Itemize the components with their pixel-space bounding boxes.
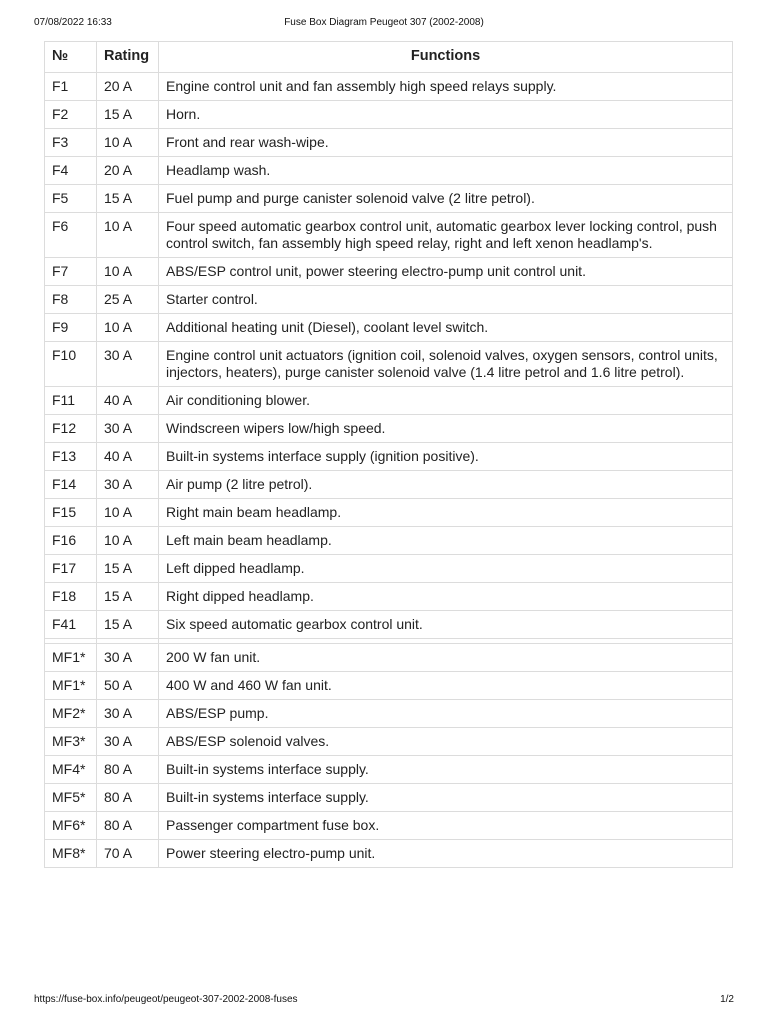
cell-fuse-number: F11 bbox=[45, 387, 97, 415]
cell-function: ABS/ESP solenoid valves. bbox=[159, 728, 733, 756]
table-row bbox=[45, 728, 733, 756]
cell-fuse-number: F9 bbox=[45, 314, 97, 342]
fuse-table-body bbox=[45, 73, 733, 868]
table-row bbox=[45, 314, 733, 342]
cell-rating: 80 A bbox=[97, 812, 159, 840]
cell-function: Engine control unit actuators (ignition coil, solenoid valves, oxygen sensors, control units, injectors, heaters), purge canister solenoid valve (1.4 litre petrol and 1.6 litre petrol). bbox=[159, 342, 733, 387]
cell-rating: 30 A bbox=[97, 342, 159, 387]
table-row bbox=[45, 471, 733, 499]
table-row bbox=[45, 812, 733, 840]
cell-fuse-number: F7 bbox=[45, 258, 97, 286]
table-row bbox=[45, 286, 733, 314]
cell-function: Additional heating unit (Diesel), coolant level switch. bbox=[159, 314, 733, 342]
cell-function: Built-in systems interface supply. bbox=[159, 784, 733, 812]
cell-function: Passenger compartment fuse box. bbox=[159, 812, 733, 840]
table-row bbox=[45, 185, 733, 213]
cell-rating: 10 A bbox=[97, 314, 159, 342]
cell-fuse-number: F12 bbox=[45, 415, 97, 443]
cell-rating: 30 A bbox=[97, 728, 159, 756]
table-row bbox=[45, 129, 733, 157]
cell-fuse-number: F8 bbox=[45, 286, 97, 314]
cell-fuse-number: F16 bbox=[45, 527, 97, 555]
print-date: 07/08/2022 16:33 bbox=[34, 17, 112, 28]
table-row bbox=[45, 784, 733, 812]
cell-function: 400 W and 460 W fan unit. bbox=[159, 672, 733, 700]
cell-rating: 10 A bbox=[97, 129, 159, 157]
cell-rating: 15 A bbox=[97, 583, 159, 611]
cell-rating: 15 A bbox=[97, 555, 159, 583]
cell-rating: 10 A bbox=[97, 213, 159, 258]
table-row bbox=[45, 611, 733, 639]
cell-function: Air conditioning blower. bbox=[159, 387, 733, 415]
print-footer bbox=[34, 994, 734, 1008]
column-header-functions: Functions bbox=[159, 42, 733, 73]
cell-function: Built-in systems interface supply (ignition positive). bbox=[159, 443, 733, 471]
cell-rating: 25 A bbox=[97, 286, 159, 314]
cell-function: ABS/ESP control unit, power steering electro-pump unit control unit. bbox=[159, 258, 733, 286]
cell-fuse-number: MF1* bbox=[45, 672, 97, 700]
cell-function: Built-in systems interface supply. bbox=[159, 756, 733, 784]
print-header bbox=[34, 17, 734, 31]
cell-rating: 80 A bbox=[97, 756, 159, 784]
column-header-number: № bbox=[45, 42, 97, 73]
cell-function: Six speed automatic gearbox control unit. bbox=[159, 611, 733, 639]
cell-fuse-number: F15 bbox=[45, 499, 97, 527]
cell-fuse-number: MF2* bbox=[45, 700, 97, 728]
table-row bbox=[45, 73, 733, 101]
cell-function: Headlamp wash. bbox=[159, 157, 733, 185]
table-row bbox=[45, 415, 733, 443]
cell-rating: 40 A bbox=[97, 387, 159, 415]
cell-rating: 40 A bbox=[97, 443, 159, 471]
page-number: 1/2 bbox=[720, 994, 734, 1005]
cell-fuse-number: MF3* bbox=[45, 728, 97, 756]
table-row bbox=[45, 840, 733, 868]
table-row bbox=[45, 213, 733, 258]
cell-fuse-number: F41 bbox=[45, 611, 97, 639]
cell-fuse-number: F2 bbox=[45, 101, 97, 129]
table-row bbox=[45, 101, 733, 129]
cell-function: Right dipped headlamp. bbox=[159, 583, 733, 611]
cell-fuse-number: F1 bbox=[45, 73, 97, 101]
table-row bbox=[45, 700, 733, 728]
cell-rating: 15 A bbox=[97, 185, 159, 213]
cell-function: Fuel pump and purge canister solenoid valve (2 litre petrol). bbox=[159, 185, 733, 213]
table-header-row bbox=[45, 42, 733, 73]
cell-function: Starter control. bbox=[159, 286, 733, 314]
cell-fuse-number: F17 bbox=[45, 555, 97, 583]
table-row bbox=[45, 644, 733, 672]
cell-rating: 30 A bbox=[97, 471, 159, 499]
cell-rating: 70 A bbox=[97, 840, 159, 868]
cell-function: Power steering electro-pump unit. bbox=[159, 840, 733, 868]
cell-rating: 30 A bbox=[97, 700, 159, 728]
cell-function: Right main beam headlamp. bbox=[159, 499, 733, 527]
cell-function: Engine control unit and fan assembly high speed relays supply. bbox=[159, 73, 733, 101]
cell-rating: 15 A bbox=[97, 101, 159, 129]
cell-rating: 20 A bbox=[97, 73, 159, 101]
cell-rating: 30 A bbox=[97, 415, 159, 443]
cell-fuse-number: MF5* bbox=[45, 784, 97, 812]
table-row bbox=[45, 258, 733, 286]
cell-fuse-number: MF8* bbox=[45, 840, 97, 868]
table-row bbox=[45, 499, 733, 527]
cell-function: Four speed automatic gearbox control unit, automatic gearbox lever locking control, push control switch, fan assembly high speed relay, right and left xenon headlamp's. bbox=[159, 213, 733, 258]
cell-function: Windscreen wipers low/high speed. bbox=[159, 415, 733, 443]
fuse-table bbox=[44, 41, 733, 868]
table-row bbox=[45, 583, 733, 611]
table-row bbox=[45, 527, 733, 555]
cell-rating: 15 A bbox=[97, 611, 159, 639]
cell-rating: 10 A bbox=[97, 258, 159, 286]
cell-fuse-number: MF6* bbox=[45, 812, 97, 840]
cell-function: Left main beam headlamp. bbox=[159, 527, 733, 555]
cell-fuse-number: F3 bbox=[45, 129, 97, 157]
cell-function: Front and rear wash-wipe. bbox=[159, 129, 733, 157]
table-row bbox=[45, 756, 733, 784]
table-row bbox=[45, 342, 733, 387]
cell-fuse-number: F4 bbox=[45, 157, 97, 185]
cell-fuse-number: F13 bbox=[45, 443, 97, 471]
cell-fuse-number: F5 bbox=[45, 185, 97, 213]
page-title: Fuse Box Diagram Peugeot 307 (2002-2008) bbox=[284, 17, 484, 28]
cell-fuse-number: F10 bbox=[45, 342, 97, 387]
cell-function: Air pump (2 litre petrol). bbox=[159, 471, 733, 499]
cell-function: 200 W fan unit. bbox=[159, 644, 733, 672]
cell-rating: 50 A bbox=[97, 672, 159, 700]
table-row bbox=[45, 672, 733, 700]
cell-fuse-number: F14 bbox=[45, 471, 97, 499]
cell-fuse-number: F18 bbox=[45, 583, 97, 611]
column-header-rating: Rating bbox=[97, 42, 159, 73]
cell-fuse-number: MF4* bbox=[45, 756, 97, 784]
table-row bbox=[45, 443, 733, 471]
page-url: https://fuse-box.info/peugeot/peugeot-307-2002-2008-fuses bbox=[34, 994, 298, 1005]
cell-fuse-number: MF1* bbox=[45, 644, 97, 672]
cell-rating: 10 A bbox=[97, 499, 159, 527]
cell-rating: 20 A bbox=[97, 157, 159, 185]
cell-function: ABS/ESP pump. bbox=[159, 700, 733, 728]
cell-function: Horn. bbox=[159, 101, 733, 129]
cell-fuse-number: F6 bbox=[45, 213, 97, 258]
cell-rating: 10 A bbox=[97, 527, 159, 555]
table-row bbox=[45, 157, 733, 185]
cell-function: Left dipped headlamp. bbox=[159, 555, 733, 583]
cell-rating: 80 A bbox=[97, 784, 159, 812]
table-row bbox=[45, 555, 733, 583]
table-row bbox=[45, 387, 733, 415]
cell-rating: 30 A bbox=[97, 644, 159, 672]
